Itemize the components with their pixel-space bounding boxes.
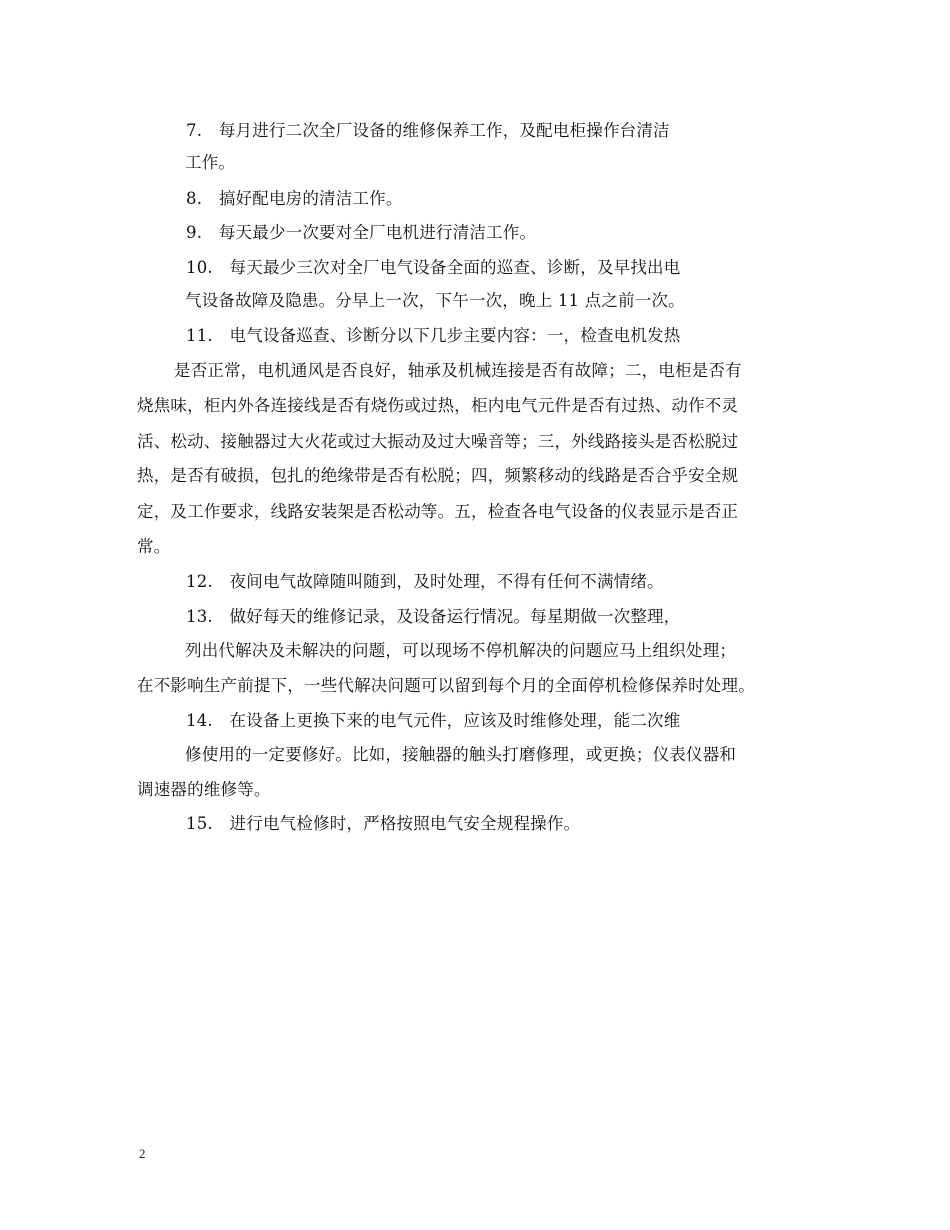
item-8-line: 8. 搞好配电房的清洁工作。 bbox=[186, 189, 403, 208]
item-11-line-4: 活、松动、接触器过大火花或过大振动及过大噪音等；三，外线路接头是否松脱过 bbox=[137, 432, 739, 451]
item-15-line: 15. 进行电气检修时，严格按照电气安全规程操作。 bbox=[186, 814, 581, 833]
item-11-line-6: 定，及工作要求，线路安装架是否松动等。五，检查各电气设备的仪表显示是否正 bbox=[137, 502, 739, 521]
item-13-line-1: 13. 做好每天的维修记录，及设备运行情况。每星期做一次整理， bbox=[186, 607, 681, 626]
item-10-line-2: 气设备故障及隐患。分早上一次，下午一次，晚上 11 点之前一次。 bbox=[185, 291, 685, 310]
item-14-line-2: 修使用的一定要修好。比如，接触器的触头打磨修理，或更换；仪表仪器和 bbox=[185, 745, 737, 764]
item-12-line: 12. 夜间电气故障随叫随到，及时处理，不得有任何不满情绪。 bbox=[186, 572, 664, 591]
item-10-line-1: 10. 每天最少三次对全厂电气设备全面的巡查、诊断，及早找出电 bbox=[186, 258, 681, 277]
item-11-line-3: 烧焦味，柜内外各连接线是否有烧伤或过热，柜内电气元件是否有过热、动作不灵 bbox=[137, 396, 739, 415]
page-number: 2 bbox=[139, 1146, 146, 1161]
item-11-line-2: 是否正常，电机通风是否良好，轴承及机械连接是否有故障；二，电柜是否有 bbox=[174, 361, 742, 380]
item-14-line-1: 14. 在设备上更换下来的电气元件，应该及时维修处理，能二次维 bbox=[186, 711, 681, 730]
item-9-line: 9. 每天最少一次要对全厂电机进行清洁工作。 bbox=[186, 223, 537, 242]
item-11-line-7: 常。 bbox=[137, 537, 171, 556]
item-13-line-3: 在不影响生产前提下，一些代解决问题可以留到每个月的全面停机检修保养时处理。 bbox=[137, 676, 755, 695]
item-7-line-2: 工作。 bbox=[185, 153, 236, 172]
item-14-line-3: 调速器的维修等。 bbox=[137, 780, 271, 799]
item-13-line-2: 列出代解决及未解决的问题，可以现场不停机解决的问题应马上组织处理； bbox=[185, 641, 737, 660]
item-7-line-1: 7. 每月进行二次全厂设备的维修保养工作，及配电柜操作台清洁 bbox=[186, 121, 670, 140]
item-11-line-1: 11. 电气设备巡查、诊断分以下几步主要内容：一，检查电机发热 bbox=[186, 326, 681, 345]
item-11-line-5: 热，是否有破损，包扎的绝缘带是否有松脱；四，频繁移动的线路是否合乎安全规 bbox=[137, 466, 739, 485]
